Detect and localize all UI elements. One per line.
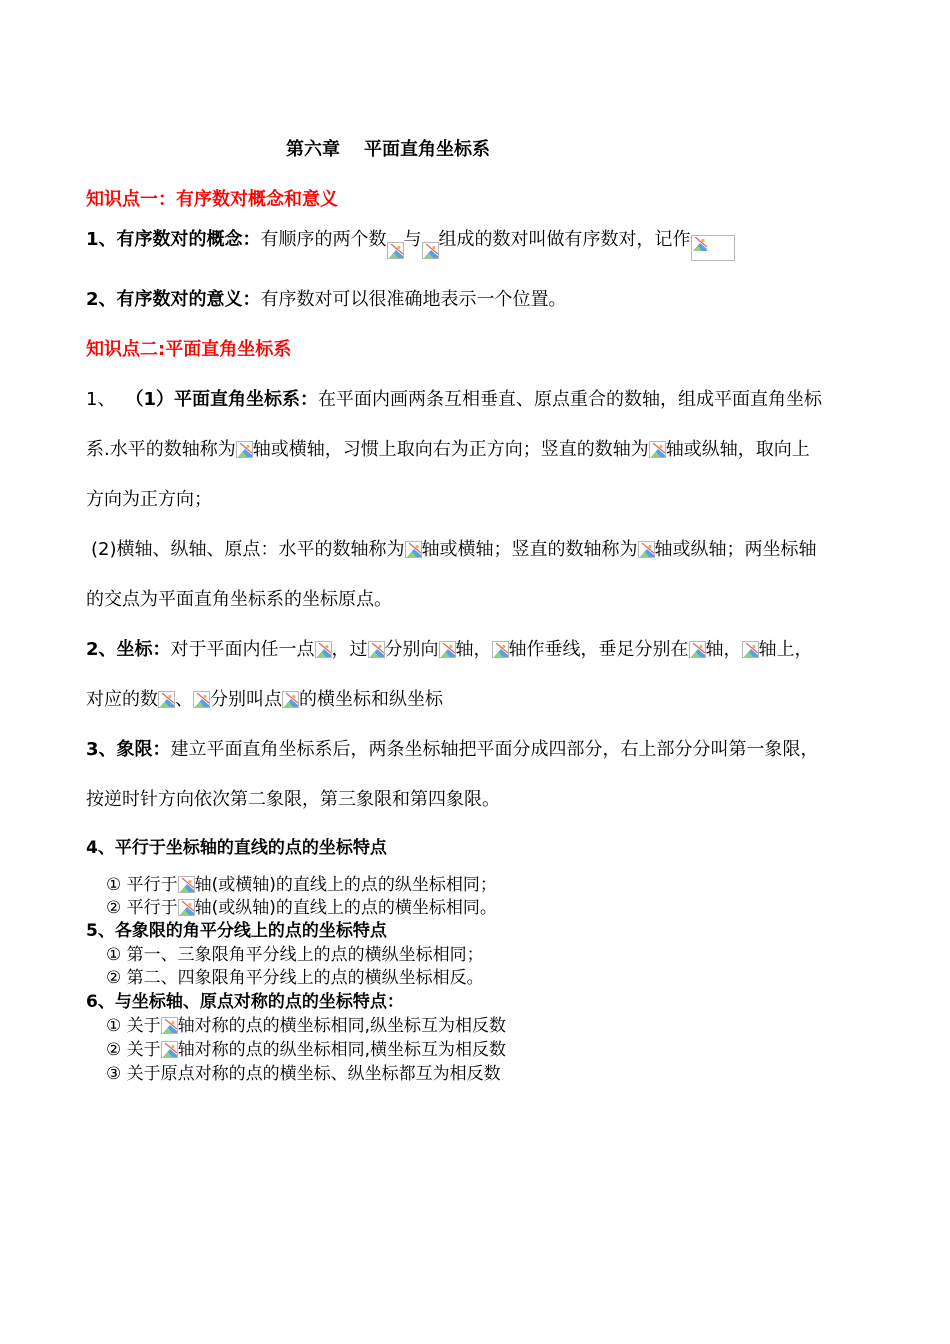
section-4-heading: 4、平行于坐标轴的直线的点的坐标特点 (86, 838, 387, 858)
text-fragment: 分别叫点 (210, 689, 282, 710)
section-5-item-1: ① 第一、三象限角平分线上的点的横纵坐标相同； (106, 945, 484, 965)
section-6-item-3: ③ 关于原点对称的点的横坐标、纵坐标都互为相反数 (106, 1064, 501, 1084)
text-fragment: 轴(或横轴)的直线上的点的纵坐标相同； (194, 875, 497, 895)
text-fragment: 轴或横轴，习惯上取向右为正方向；竖直的数轴为 (252, 439, 649, 460)
broken-image-icon (282, 691, 299, 708)
text-fragment: ② 平行于 (106, 898, 178, 918)
broken-image-icon (439, 641, 456, 658)
coordinate-system-definition-end: 方向为正方向； (86, 489, 212, 510)
text-fragment: 与 (403, 229, 422, 250)
coordinate-system-definition-cont (86, 438, 810, 462)
quadrant-label: 3、象限： (86, 739, 171, 760)
text-fragment: 有顺序的两个数 (260, 229, 387, 250)
text-fragment: ① 平行于 (106, 875, 178, 895)
broken-image-icon (193, 691, 210, 708)
text-fragment: 轴(或纵轴)的直线上的点的横坐标相同。 (194, 898, 497, 918)
broken-image-icon (638, 541, 655, 558)
broken-image-icon (368, 641, 385, 658)
section-4-item-2 (106, 897, 497, 920)
text-fragment: 轴对称的点的纵坐标相同,横坐标互为相反数 (177, 1040, 507, 1060)
broken-image-icon (649, 441, 666, 458)
broken-image-icon (158, 691, 175, 708)
definition-label: 1、有序数对的概念： (86, 229, 261, 250)
axes-origin-paragraph-cont: 的交点为平面直角坐标系的坐标原点。 (86, 589, 392, 610)
knowledge-point-2-heading: 知识点二:平面直角坐标系 (86, 339, 292, 360)
quadrant-paragraph-cont: 按逆时针方向依次第二象限，第三象限和第四象限。 (86, 789, 500, 810)
chapter-name: 平面直角坐标系 (364, 139, 490, 160)
chapter-title (286, 138, 490, 162)
broken-image-icon (161, 1041, 178, 1058)
section-5-heading: 5、各象限的角平分线上的点的坐标特点 (86, 921, 387, 941)
text-fragment: 轴或纵轴；两坐标轴 (654, 539, 817, 560)
broken-image-icon (422, 242, 439, 259)
broken-image-icon (689, 641, 706, 658)
quadrant-paragraph (86, 738, 819, 762)
broken-image-icon (742, 641, 759, 658)
broken-image-icon (236, 441, 253, 458)
meaning-text: 有序数对可以很准确地表示一个位置。 (260, 289, 567, 310)
ordered-pair-meaning (86, 288, 567, 312)
section-4-item-1 (106, 874, 497, 897)
text-fragment: 建立平面直角坐标系后，两条坐标轴把平面分成四部分，右上部分分叫第一象限， (170, 739, 819, 760)
broken-image-icon (161, 1017, 178, 1034)
broken-image-icon (691, 235, 735, 261)
meaning-label: 2、有序数对的意义： (86, 289, 261, 310)
broken-image-icon (492, 641, 509, 658)
text-fragment: 轴对称的点的横坐标相同,纵坐标互为相反数 (177, 1016, 507, 1036)
text-fragment: ① 关于 (106, 1016, 161, 1036)
section-6-item-2 (106, 1039, 506, 1062)
text-fragment: ② 关于 (106, 1040, 161, 1060)
text-fragment: 分别向 (384, 639, 439, 660)
broken-image-icon (387, 242, 404, 259)
broken-image-icon (178, 876, 195, 893)
coordinate-paragraph (86, 638, 813, 662)
section-5-item-2: ② 第二、四象限角平分线上的点的横纵坐标相反。 (106, 968, 484, 988)
knowledge-point-1-heading: 知识点一：有序数对概念和意义 (86, 189, 338, 210)
coordinate-paragraph-cont (86, 688, 443, 712)
definition-label: （1）平面直角坐标系： (125, 389, 318, 410)
chapter-number: 第六章 (286, 139, 340, 160)
broken-image-icon (315, 641, 332, 658)
text-fragment: 对于平面内任一点 (170, 639, 315, 660)
text-fragment: ，过 (331, 639, 368, 660)
text-fragment: 轴， (705, 639, 742, 660)
coordinate-system-definition (86, 388, 822, 412)
text-fragment: 组成的数对叫做有序数对，记作 (438, 229, 691, 250)
section-6-heading: 6、与坐标轴、原点对称的点的坐标特点： (86, 992, 404, 1012)
text-fragment: 轴或横轴；竖直的数轴称为 (421, 539, 638, 560)
coordinate-label: 2、坐标： (86, 639, 171, 660)
text-fragment: 轴作垂线，垂足分别在 (508, 639, 689, 660)
text-fragment: 在平面内画两条互相垂直、原点重合的数轴，组成平面直角坐标 (317, 389, 822, 410)
text-fragment: 、 (175, 689, 193, 710)
text-fragment: (2)横轴、纵轴、原点：水平的数轴称为 (91, 539, 405, 560)
ordered-pair-definition (86, 228, 735, 261)
text-fragment: 的横坐标和纵坐标 (299, 689, 443, 710)
broken-image-icon (405, 541, 422, 558)
axes-origin-paragraph (91, 538, 817, 562)
text-fragment: 对应的数 (86, 689, 158, 710)
section-6-item-1 (106, 1015, 506, 1038)
text-fragment: 轴上， (758, 639, 813, 660)
item-number: 1、 (86, 389, 116, 410)
broken-image-icon (178, 899, 195, 916)
text-fragment: 系.水平的数轴称为 (86, 439, 236, 460)
text-fragment: 轴或纵轴，取向上 (665, 439, 810, 460)
text-fragment: 轴， (455, 639, 492, 660)
